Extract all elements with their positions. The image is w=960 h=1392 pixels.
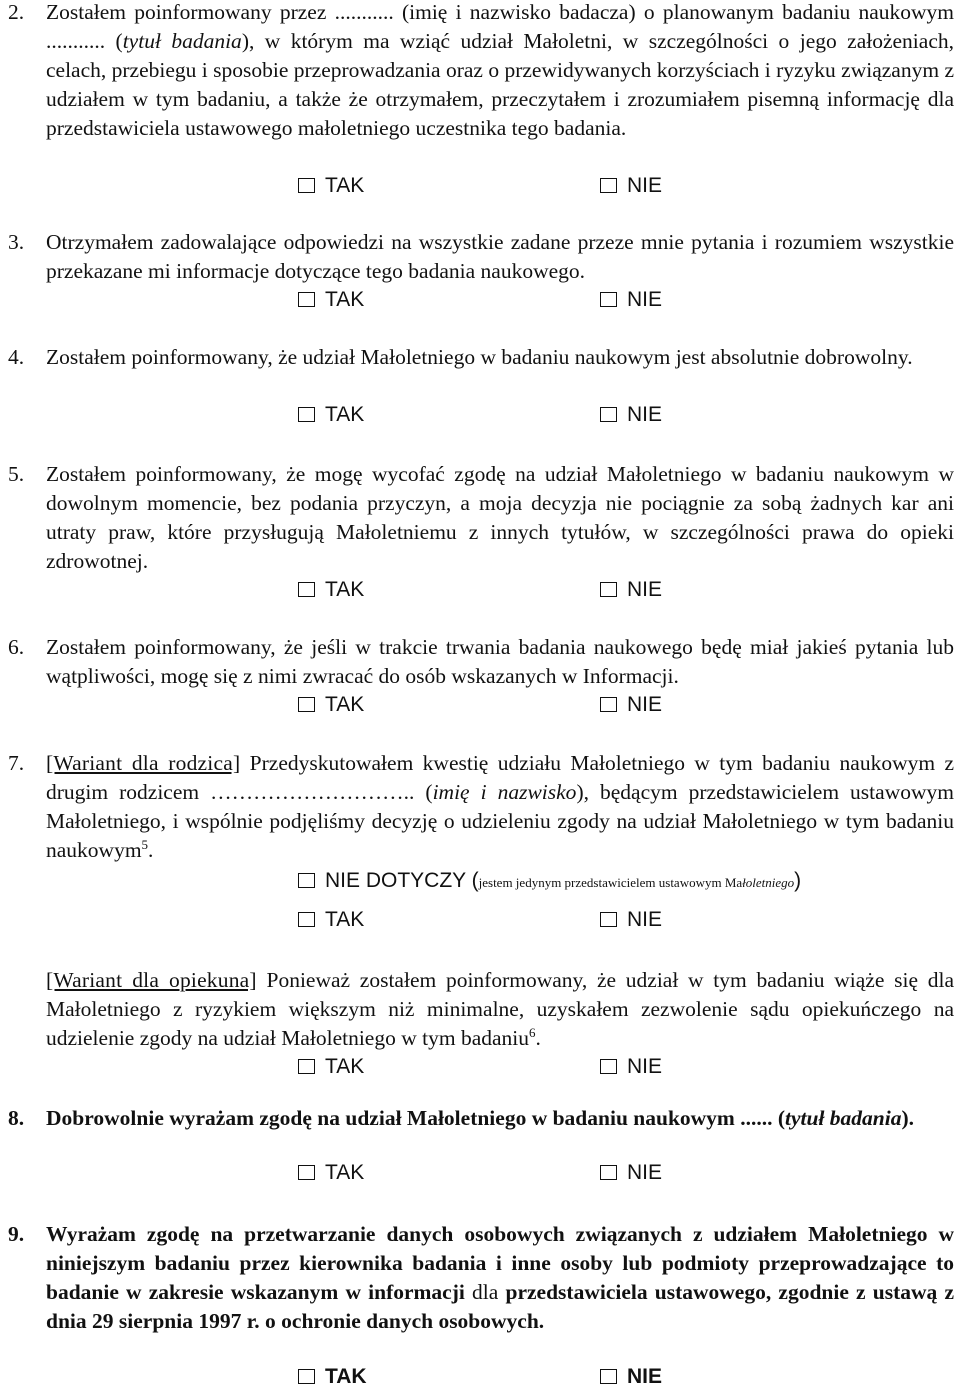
yes-option[interactable]: TAK: [298, 1158, 364, 1188]
footnote-ref: 6: [529, 1024, 536, 1040]
yes-option[interactable]: TAK: [298, 1362, 367, 1392]
no-option[interactable]: NIE: [600, 575, 662, 605]
no-option[interactable]: NIE: [600, 171, 662, 201]
checkbox-icon[interactable]: [298, 178, 315, 193]
answer-row-7-guardian: [0, 1052, 960, 1082]
yes-option[interactable]: TAK: [298, 285, 364, 315]
item-number: 8.: [8, 1106, 25, 1130]
answer-row-7-parent: [0, 905, 960, 935]
no-option[interactable]: NIE: [600, 905, 662, 935]
checkbox-icon[interactable]: [600, 582, 617, 597]
consent-item-7-guardian: [8, 966, 954, 1053]
not-applicable-row: [0, 866, 960, 896]
yes-option[interactable]: TAK: [298, 690, 364, 720]
checkbox-icon[interactable]: [298, 697, 315, 712]
yes-option[interactable]: TAK: [298, 400, 364, 430]
consent-item-5: [8, 460, 954, 576]
checkbox-icon[interactable]: [298, 873, 315, 888]
checkbox-icon[interactable]: [600, 1165, 617, 1180]
checkbox-icon[interactable]: [600, 1369, 617, 1384]
checkbox-icon[interactable]: [600, 912, 617, 927]
checkbox-icon[interactable]: [298, 1369, 315, 1384]
answer-row-2: [0, 171, 960, 201]
item-text: Zostałem poinformowany przez ........... (imię i nazwisko badacza) o planowanym badaniu naukowym ........... (tytuł badania), w którym ma wziąć udział Małoletni, w szczególności o jego założeniach, celach, przebiegu i sposobie przeprowadzania oraz o przewidywanych korzyściach i ryzyku związanym z udziałem w tym badaniu, a także że otrzymałem, przeczytałem i zrozumiałem pisemną informację dla przedstawiciela ustawowego małoletniego uczestnika tego badania.: [46, 0, 954, 140]
consent-item-4: [8, 343, 954, 372]
not-applicable-note: jestem jedynym przedstawicielem ustawowym Małoletniego: [478, 875, 795, 890]
answer-row-6: [0, 690, 960, 720]
no-option[interactable]: NIE: [600, 1158, 662, 1188]
item-text: Dobrowolnie wyrażam zgodę na udział Małoletniego w badaniu naukowym ...... (tytuł badania).: [46, 1106, 915, 1130]
variant-label: [Wariant dla rodzica]: [46, 751, 241, 775]
yes-option[interactable]: TAK: [298, 575, 364, 605]
no-option[interactable]: NIE: [600, 400, 662, 430]
consent-item-6: [8, 633, 954, 691]
checkbox-icon[interactable]: [600, 1059, 617, 1074]
not-applicable-option[interactable]: NIE DOTYCZY (jestem jedynym przedstawicielem ustawowym Małoletniego): [298, 866, 801, 898]
checkbox-icon[interactable]: [298, 912, 315, 927]
no-option[interactable]: NIE: [600, 1362, 662, 1392]
item-number: 7.: [8, 751, 25, 775]
item-number: 9.: [8, 1222, 25, 1246]
checkbox-icon[interactable]: [600, 407, 617, 422]
answer-row-8: [0, 1158, 960, 1188]
footnote-ref: 5: [141, 836, 149, 852]
consent-item-8: [8, 1104, 954, 1133]
checkbox-icon[interactable]: [298, 582, 315, 597]
item-text: Zostałem poinformowany, że mogę wycofać zgodę na udział Małoletniego w badaniu naukowym w dowolnym momencie, bez podania przyczyn, a moja decyzja nie pociągnie za sobą żadnych kar ani utraty praw, które przysługują Małoletniemu z innych tytułów, w szczególności prawa do opieki zdrowotnej.: [46, 462, 954, 573]
item-number: 3.: [8, 230, 25, 254]
item-text: Zostałem poinformowany, że udział Małoletniego w badaniu naukowym jest absolutnie dobrowolny.: [46, 345, 913, 369]
yes-option[interactable]: TAK: [298, 171, 364, 201]
item-text: Wyrażam zgodę na przetwarzanie danych osobowych związanych z udziałem Małoletniego w niniejszym badaniu przez kierownika badania i inne osoby lub podmioty przeprowadzające to badanie w zakresie wskazanym w informacji dla przedstawiciela ustawowego, zgodnie z ustawą z dnia 29 sierpnia 1997 r. o ochronie danych osobowych.: [46, 1222, 954, 1333]
variant-label: [Wariant dla opiekuna]: [46, 968, 257, 992]
consent-item-3: [8, 228, 954, 286]
checkbox-icon[interactable]: [298, 292, 315, 307]
consent-item-7: [8, 749, 954, 865]
item-text: [Wariant dla rodzica] Przedyskutowałem kwestię udziału Małoletniego w tym badaniu naukowym z drugim rodzicem ……………………….. (imię i nazwisko), będącym przedstawicielem ustawowym Małoletniego, i wspólnie podjęliśmy decyzję o udzieleniu zgody na udział Małoletniego w tym badaniu naukowym$^5$.: [46, 751, 954, 862]
yes-option[interactable]: TAK: [298, 1052, 364, 1082]
checkbox-icon[interactable]: [600, 292, 617, 307]
item-text: Zostałem poinformowany, że jeśli w trakcie trwania badania naukowego będę miał jakieś pytania lub wątpliwości, mogę się z nimi zwracać do osób wskazanych w Informacji.: [46, 635, 954, 688]
item-number: 5.: [8, 462, 25, 486]
item-number: 2.: [8, 0, 25, 24]
no-option[interactable]: NIE: [600, 1052, 662, 1082]
item-text: [Wariant dla opiekuna] Ponieważ zostałem poinformowany, że udział w tym badaniu wiąże się dla Małoletniego z ryzykiem większym niż minimalne, uzyskałem zezwolenie sądu opiekuńczego na udzielenie zgody na udział Małoletniego w tym badaniu$^6$.: [46, 968, 954, 1050]
no-option[interactable]: NIE: [600, 285, 662, 315]
item-text: Otrzymałem zadowalające odpowiedzi na wszystkie zadane przeze mnie pytania i rozumiem wszystkie przekazane mi informacje dotyczące tego badania naukowego.: [46, 230, 954, 283]
item-number: 4.: [8, 345, 25, 369]
consent-item-9: [8, 1220, 954, 1336]
checkbox-icon[interactable]: [298, 1059, 315, 1074]
consent-item-2: [8, 0, 954, 143]
no-option[interactable]: NIE: [600, 690, 662, 720]
answer-row-3: [0, 285, 960, 315]
answer-row-4: [0, 400, 960, 430]
checkbox-icon[interactable]: [600, 697, 617, 712]
checkbox-icon[interactable]: [298, 1165, 315, 1180]
checkbox-icon[interactable]: [298, 407, 315, 422]
item-number: 6.: [8, 635, 25, 659]
checkbox-icon[interactable]: [600, 178, 617, 193]
yes-option[interactable]: TAK: [298, 905, 364, 935]
answer-row-5: [0, 575, 960, 605]
